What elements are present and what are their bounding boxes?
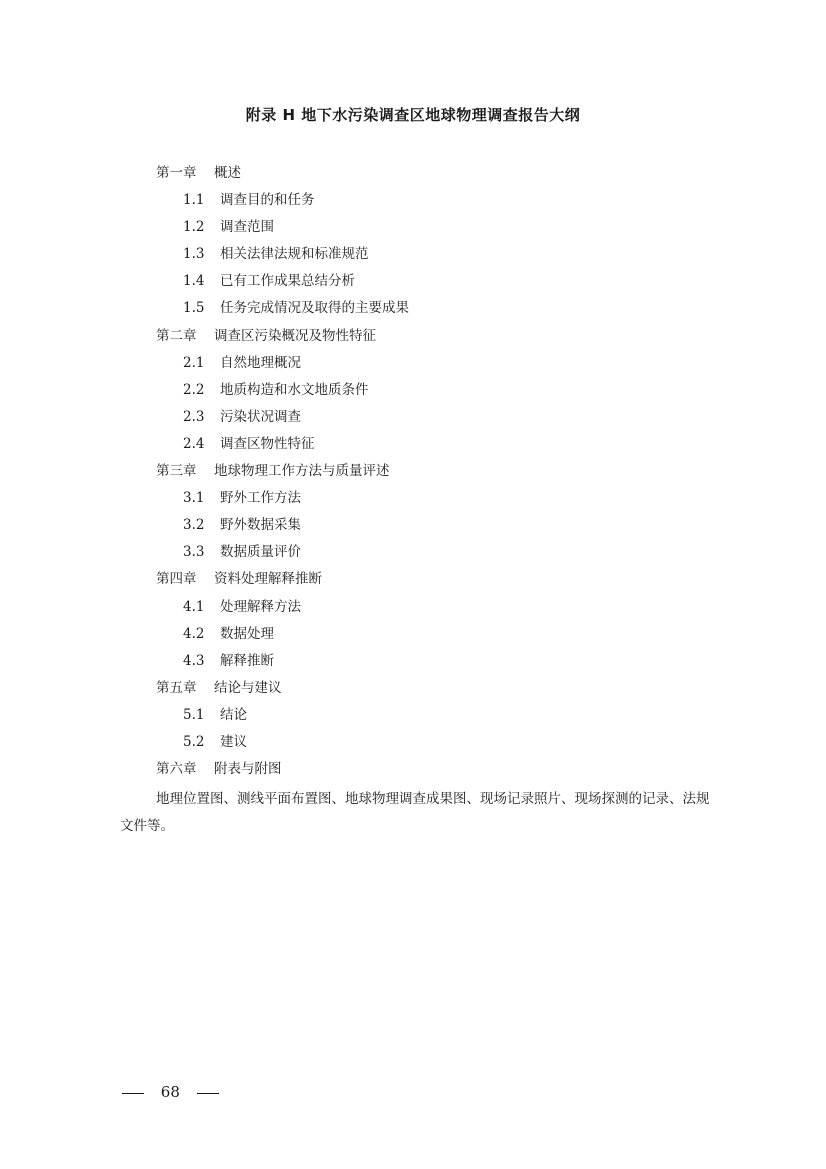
section-title: 调查目的和任务 xyxy=(220,192,315,209)
toc-chapter xyxy=(156,163,716,190)
section-number: 5.2 xyxy=(183,733,205,750)
chapter-number: 第二章 xyxy=(156,327,197,344)
section-title: 相关法律法规和标准规范 xyxy=(220,246,369,263)
section-title: 数据质量评价 xyxy=(220,544,301,561)
section-number: 1.2 xyxy=(183,219,205,236)
section-number: 5.1 xyxy=(183,706,205,723)
toc-section xyxy=(156,353,716,380)
section-number: 4.1 xyxy=(183,598,205,615)
toc-section xyxy=(156,515,716,542)
toc-chapter xyxy=(156,569,716,596)
toc-section xyxy=(156,271,716,298)
chapter-number: 第四章 xyxy=(156,571,197,588)
table-of-contents xyxy=(156,163,716,786)
section-title: 已有工作成果总结分析 xyxy=(220,273,355,290)
section-title: 调查范围 xyxy=(220,219,274,236)
section-number: 2.2 xyxy=(183,381,205,398)
section-number: 4.3 xyxy=(183,652,205,669)
section-title: 解释推断 xyxy=(220,652,274,669)
section-number: 2.1 xyxy=(183,354,205,371)
toc-chapter xyxy=(156,461,716,488)
toc-section xyxy=(156,488,716,515)
section-number: 3.3 xyxy=(183,544,205,561)
chapter-title: 附表与附图 xyxy=(214,761,282,778)
toc-section xyxy=(156,434,716,461)
toc-section xyxy=(156,380,716,407)
appendix-paragraph: 地理位置图、测线平面布置图、地球物理调查成果图、现场记录照片、现场探测的记录、法规文件等。 xyxy=(120,791,710,834)
page-number: 68 xyxy=(160,1083,180,1101)
toc-chapter xyxy=(156,326,716,353)
chapter-title: 地球物理工作方法与质量评述 xyxy=(214,463,390,480)
footer-dash-right xyxy=(197,1093,219,1094)
chapter-title: 资料处理解释推断 xyxy=(214,571,322,588)
page-footer xyxy=(122,1083,219,1101)
section-number: 2.3 xyxy=(183,408,205,425)
page-title: 附录 H 地下水污染调查区地球物理调查报告大纲 xyxy=(245,106,581,124)
section-number: 1.5 xyxy=(183,300,205,317)
section-title: 处理解释方法 xyxy=(220,598,301,615)
chapter-number: 第三章 xyxy=(156,463,197,480)
chapter-title: 结论与建议 xyxy=(214,679,282,696)
toc-section xyxy=(156,732,716,759)
toc-section xyxy=(156,298,716,325)
section-title: 地质构造和水文地质条件 xyxy=(220,381,369,398)
chapter-number: 第六章 xyxy=(156,761,197,778)
toc-section xyxy=(156,244,716,271)
chapter-number: 第一章 xyxy=(156,165,197,181)
toc-section xyxy=(156,597,716,624)
toc-chapter xyxy=(156,678,716,705)
section-title: 结论 xyxy=(220,706,247,723)
toc-chapter xyxy=(156,759,716,786)
toc-section xyxy=(156,651,716,678)
section-number: 3.2 xyxy=(183,517,205,534)
section-title: 污染状况调查 xyxy=(220,408,301,425)
section-title: 野外数据采集 xyxy=(220,517,301,534)
section-number: 4.2 xyxy=(183,625,205,642)
footer-dash-left xyxy=(122,1093,144,1094)
section-title: 建议 xyxy=(220,733,247,750)
chapter-title: 调查区污染概况及物性特征 xyxy=(214,327,376,344)
section-number: 2.4 xyxy=(183,435,205,452)
toc-section xyxy=(156,624,716,651)
section-number: 1.3 xyxy=(183,246,205,263)
toc-section xyxy=(156,542,716,569)
section-title: 自然地理概况 xyxy=(220,354,301,371)
toc-section xyxy=(156,407,716,434)
section-title: 数据处理 xyxy=(220,625,274,642)
toc-section xyxy=(156,705,716,732)
toc-section xyxy=(156,217,716,244)
section-title: 野外工作方法 xyxy=(220,490,301,507)
section-title: 调查区物性特征 xyxy=(220,435,315,452)
section-number: 1.4 xyxy=(183,273,205,290)
section-title: 任务完成情况及取得的主要成果 xyxy=(220,300,409,317)
section-number: 3.1 xyxy=(183,490,205,507)
section-number: 1.1 xyxy=(183,192,205,209)
toc-section xyxy=(156,190,716,217)
chapter-title: 概述 xyxy=(214,165,241,181)
chapter-number: 第五章 xyxy=(156,679,197,696)
